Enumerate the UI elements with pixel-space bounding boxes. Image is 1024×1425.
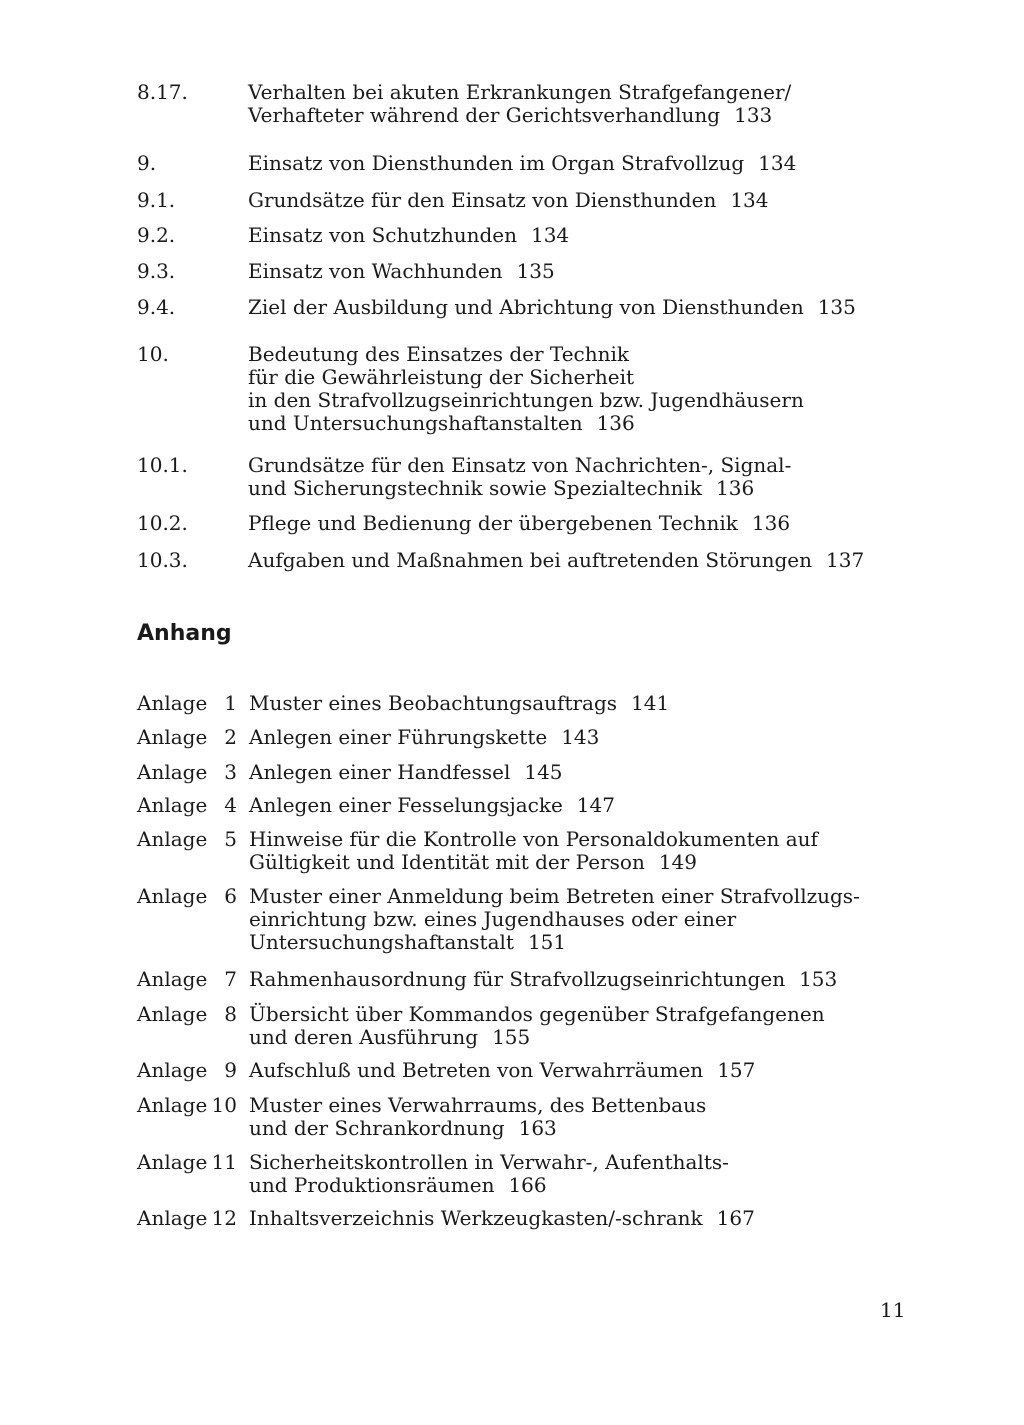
annex-label: Anlage: [137, 725, 208, 749]
annex-label: Anlage: [137, 884, 208, 908]
annex-title: Muster eines Beobachtungsauftrags: [249, 691, 618, 715]
annex-label: Anlage: [137, 1206, 208, 1230]
toc-number: 10.3.: [137, 548, 188, 572]
annex-label: Anlage: [137, 1150, 208, 1174]
annex-entry-7: [137, 968, 907, 991]
annex-number: 12: [211, 1206, 237, 1230]
annex-title: Muster eines Verwahrraums, des Bettenbaus und der Schrankordnung: [249, 1093, 707, 1140]
toc-page-number: 134: [530, 223, 570, 247]
annex-label: Anlage: [137, 691, 208, 715]
annex-page-number: 143: [561, 725, 600, 749]
toc-title: Pflege und Bedienung der übergebenen Technik: [248, 511, 738, 535]
toc-number: 10.2.: [137, 511, 188, 535]
toc-title: Grundsätze für den Einsatz von Nachrichten-, Signal- und Sicherungstechnik sowie Spezialtechnik: [248, 453, 792, 500]
annex-number: 8: [224, 1002, 237, 1026]
annex-entry-2: [137, 726, 907, 749]
toc-entry-9-1: [137, 189, 897, 212]
toc-entry-9-2: [137, 224, 897, 247]
toc-entry-10-2: [137, 512, 897, 535]
annex-label: Anlage: [137, 1058, 208, 1082]
toc-page-number: 133: [734, 103, 773, 127]
annex-title: Hinweise für die Kontrolle von Personaldokumenten auf Gültigkeit und Identität mit der Person: [249, 827, 818, 874]
toc-title: Bedeutung des Einsatzes der Technik für die Gewährleistung der Sicherheit in den Strafvollzugseinrichtungen bzw. Jugendhäusern und Untersuchungshaftanstalten: [248, 342, 804, 435]
toc-page-number: 135: [516, 259, 555, 283]
annex-label: Anlage: [137, 793, 208, 817]
annex-number: 11: [211, 1150, 237, 1174]
annex-heading: Anhang: [137, 621, 232, 646]
annex-page-number: 141: [631, 691, 670, 715]
toc-page-number: 136: [751, 511, 791, 535]
annex-number: 9: [224, 1058, 237, 1082]
annex-title: Anlegen einer Fesselungsjacke: [249, 793, 563, 817]
page-number: 11: [880, 1298, 906, 1322]
annex-number: 5: [224, 827, 237, 851]
annex-page-number: 166: [508, 1173, 547, 1197]
toc-number: 9.2.: [137, 223, 176, 247]
toc-title: Grundsätze für den Einsatz von Diensthunden: [248, 188, 717, 212]
toc-number: 9.3.: [137, 259, 176, 283]
toc-title: Verhalten bei akuten Erkrankungen Strafgefangener/ Verhafteter während der Gerichtsverhandlung: [248, 80, 792, 127]
annex-number: 4: [224, 793, 237, 817]
toc-entry-9: [137, 152, 897, 175]
annex-number: 6: [224, 884, 237, 908]
annex-label: Anlage: [137, 760, 208, 784]
toc-page-number: 136: [716, 476, 755, 500]
annex-page-number: 157: [717, 1058, 756, 1082]
annex-title: Rahmenhausordnung für Strafvollzugseinrichtungen: [249, 967, 786, 991]
toc-entry-10-3: [137, 549, 897, 572]
annex-number: 2: [224, 725, 237, 749]
annex-page-number: 153: [799, 967, 838, 991]
toc-title: Einsatz von Schutzhunden: [248, 223, 517, 247]
annex-number: 10: [211, 1093, 237, 1117]
annex-title: Inhaltsverzeichnis Werkzeugkasten/-schrank: [249, 1206, 703, 1230]
toc-page-number: 134: [758, 151, 797, 175]
annex-entry-4: [137, 794, 907, 817]
toc-entry-9-4: [137, 296, 897, 319]
annex-title: Übersicht über Kommandos gegenüber Strafgefangenen und deren Ausführung: [249, 1002, 825, 1049]
annex-label: Anlage: [137, 1093, 208, 1117]
toc-number: 10.1.: [137, 453, 188, 477]
annex-entry-5: [137, 828, 907, 874]
annex-number: 1: [224, 691, 237, 715]
annex-label: Anlage: [137, 827, 208, 851]
annex-page-number: 163: [518, 1116, 557, 1140]
annex-label: Anlage: [137, 1002, 208, 1026]
annex-page-number: 147: [576, 793, 615, 817]
annex-page-number: 151: [527, 930, 567, 954]
toc-entry-10-1: [137, 454, 897, 500]
annex-entry-1: [137, 692, 907, 715]
annex-title: Aufschluß und Betreten von Verwahrräumen: [249, 1058, 704, 1082]
annex-entry-12: [137, 1207, 907, 1230]
annex-entry-9: [137, 1059, 907, 1082]
toc-entry-10: [137, 343, 897, 435]
annex-number: 3: [224, 760, 237, 784]
annex-entry-3: [137, 761, 907, 784]
toc-page-number: 137: [826, 548, 865, 572]
annex-entry-11: [137, 1151, 907, 1197]
annex-number: 7: [224, 967, 237, 991]
toc-entry-9-3: [137, 260, 897, 283]
toc-page-number: 135: [817, 295, 856, 319]
toc-title: Ziel der Ausbildung und Abrichtung von Diensthunden: [248, 295, 804, 319]
annex-entry-6: [137, 885, 907, 954]
toc-page-number: 134: [730, 188, 769, 212]
annex-page-number: 167: [716, 1206, 755, 1230]
annex-title: Muster einer Anmeldung beim Betreten einer Strafvollzugs- einrichtung bzw. eines Jugendhauses oder einer Untersuchungshaftanstalt: [249, 884, 860, 954]
toc-entry-8-17: [137, 81, 897, 127]
toc-number: 9.4.: [137, 295, 176, 319]
toc-title: Aufgaben und Maßnahmen bei auftretenden Störungen: [248, 548, 813, 572]
toc-number: 10.: [137, 342, 169, 366]
annex-title: Anlegen einer Führungskette: [249, 725, 548, 749]
annex-label: Anlage: [137, 967, 208, 991]
toc-number: 9.: [137, 151, 157, 175]
toc-number: 8.17.: [137, 80, 188, 104]
annex-entry-10: [137, 1094, 907, 1140]
annex-title: Anlegen einer Handfessel: [249, 760, 511, 784]
annex-page-number: 145: [524, 760, 563, 784]
toc-number: 9.1.: [137, 188, 176, 212]
annex-entry-8: [137, 1003, 907, 1049]
toc-title: Einsatz von Wachhunden: [248, 259, 503, 283]
toc-title: Einsatz von Diensthunden im Organ Strafvollzug: [248, 151, 745, 175]
annex-page-number: 155: [492, 1025, 531, 1049]
annex-title: Sicherheitskontrollen in Verwahr-, Aufenthalts- und Produktionsräumen: [249, 1150, 729, 1197]
annex-page-number: 149: [658, 850, 698, 874]
toc-page-number: 136: [596, 411, 635, 435]
